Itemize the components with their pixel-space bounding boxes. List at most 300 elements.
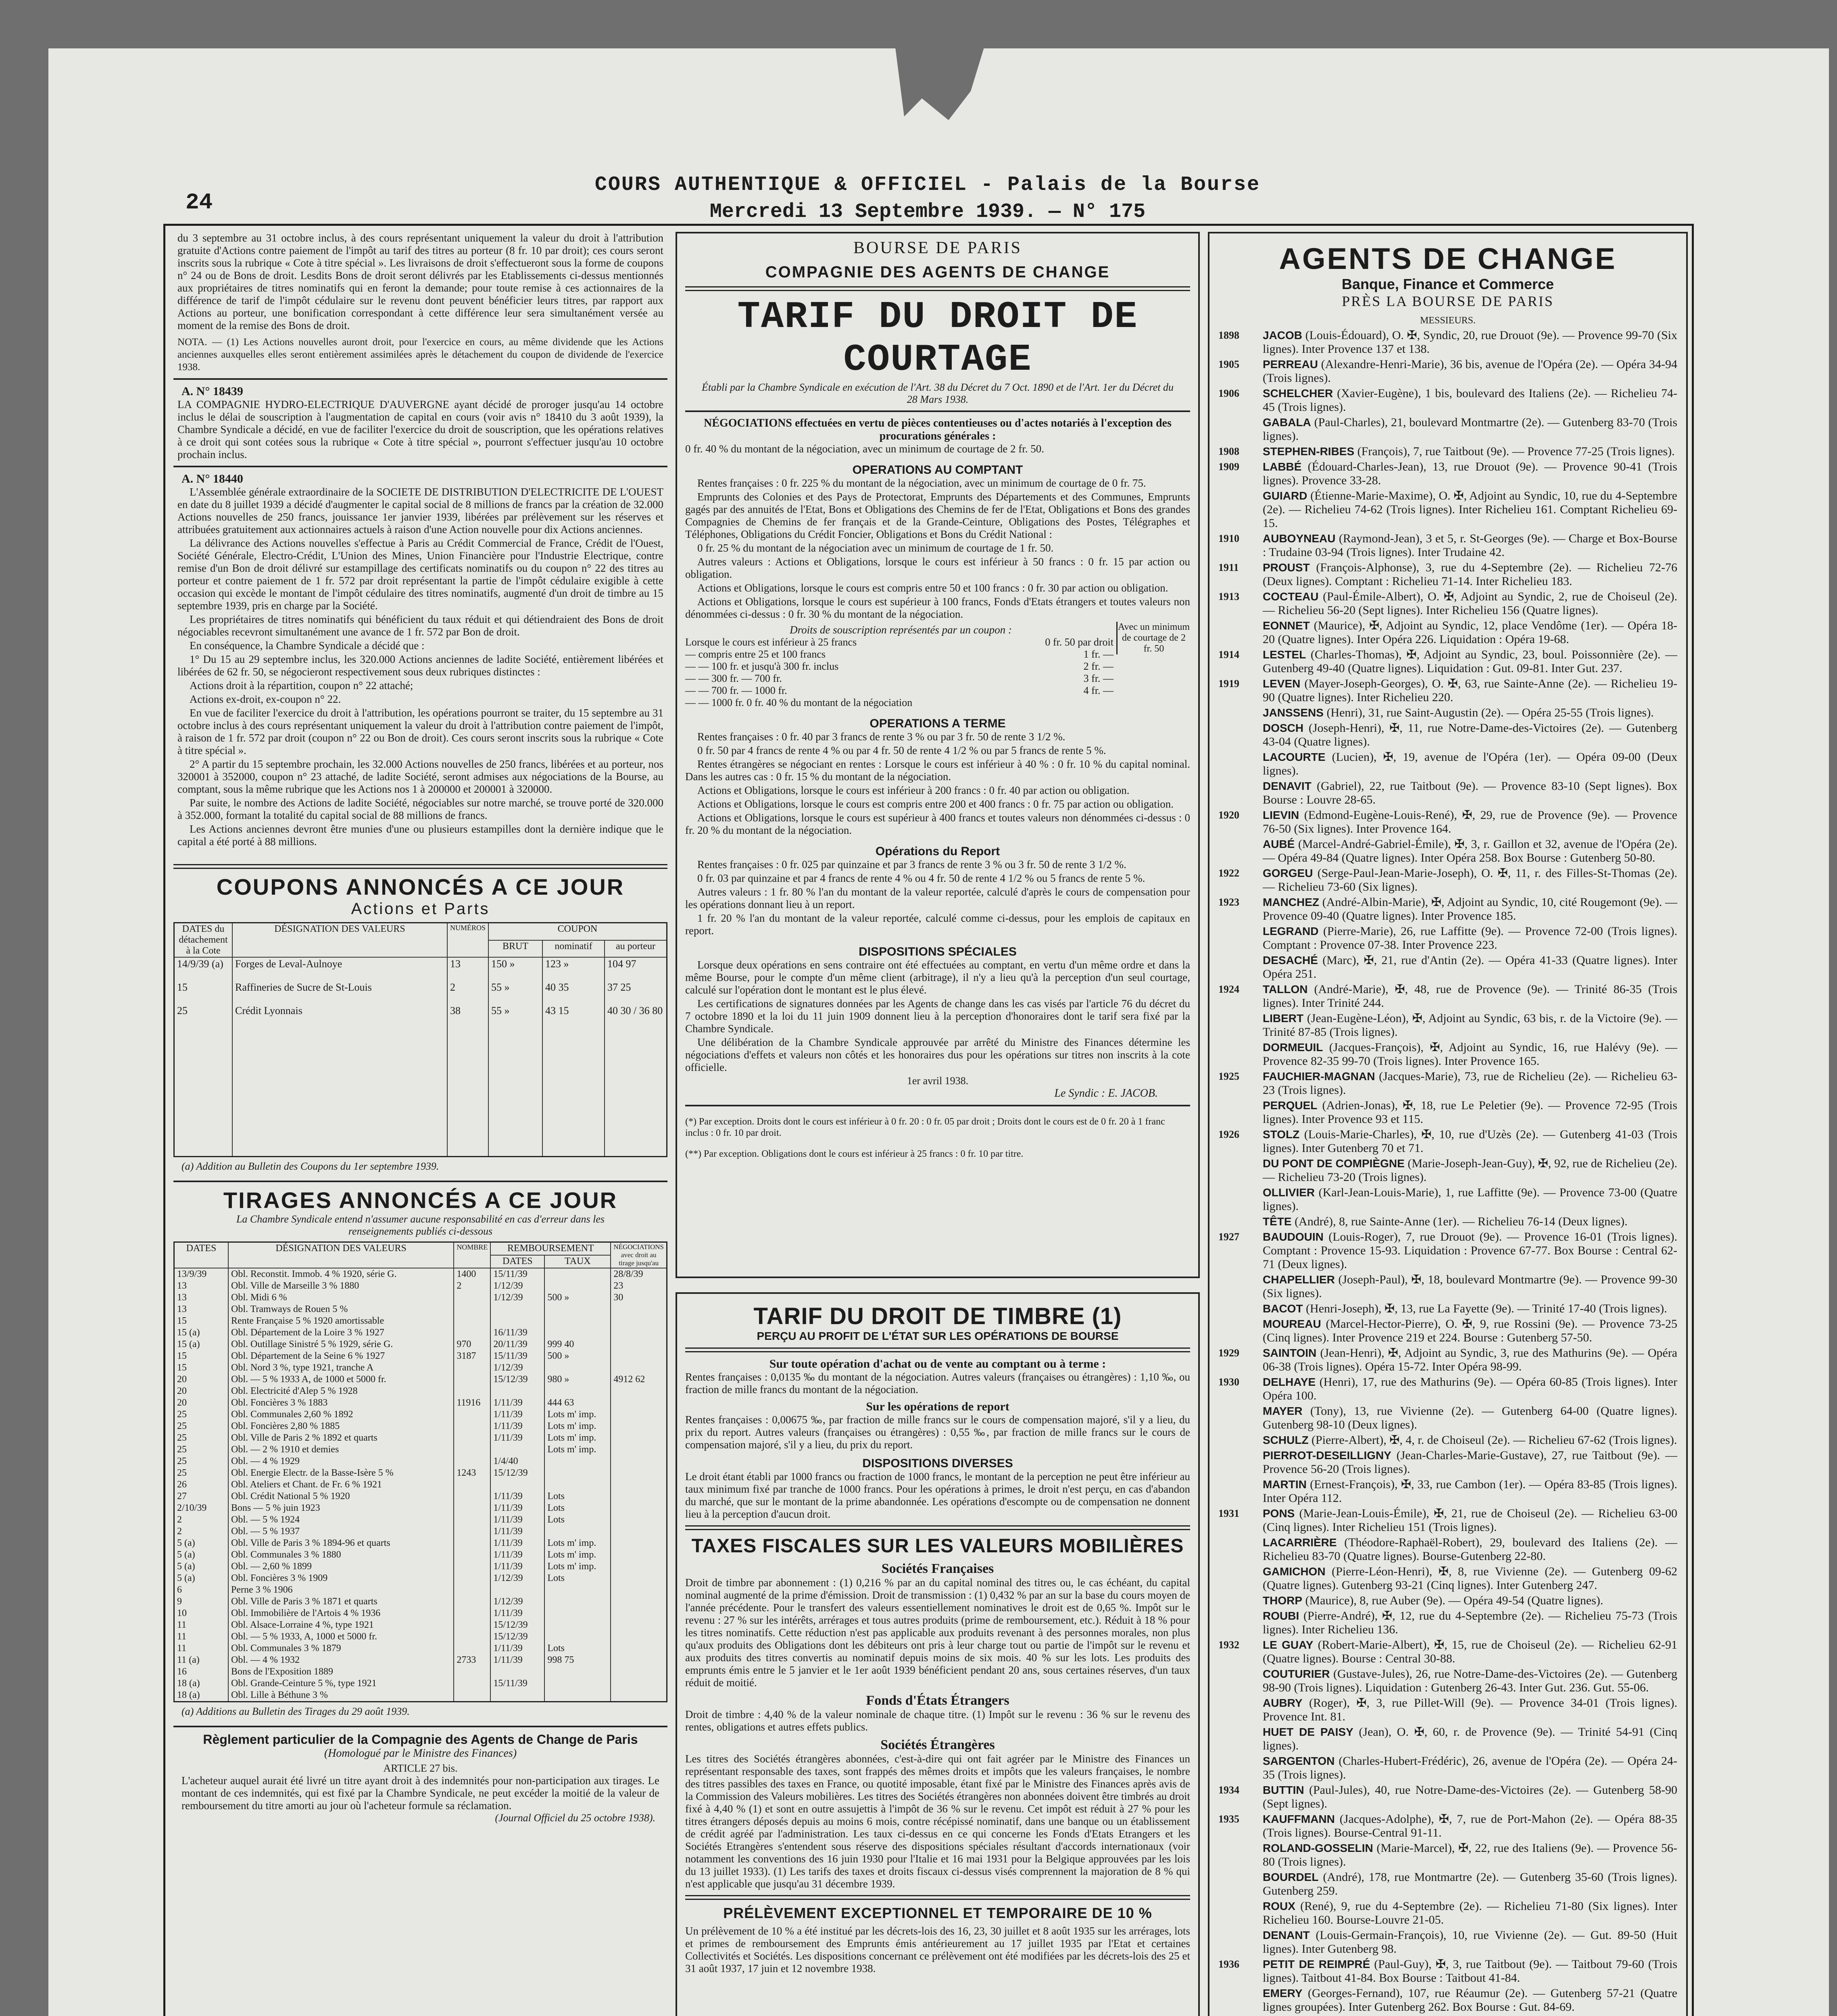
tarif-subtitle: Établi par la Chambre Syndicale en exécution de l'Art. 38 du Décret du 7 Oct. 1890 et de l'Art. 1er du Décret du 28 Mars 1938. [701,381,1174,405]
tirage-row: 25 Obl. Foncières 2,80 % 1885 1/11/39 Lots m' imp. [174,1420,667,1432]
agent-year: 1919 [1218,678,1239,689]
agent-detail: (Jean-Eugène-Léon), ✠, Adjoint au Syndic, 63 bis, r. de la Victoire (9e). — Trinité 87-85 (Trois lignes). [1263,1012,1677,1039]
agent-year: 1905 [1218,358,1239,370]
agent-year [1218,1725,1263,1753]
agent-year: 1924 [1218,983,1239,995]
agent-detail: (Charles-Thomas), ✠, Adjoint au Syndic, 23, boul. Poissonnière (2e). — Gutenberg 49-40 (Quatre lignes). Liquidation : Gut. 09-81. Inter Gut. 237. [1263,648,1677,675]
tirage-row: 18 (a) Obl. Grande-Ceinture 5 %, type 1921 15/11/39 [174,1678,667,1689]
agent-detail: (Jacques-Marie), 73, rue de Richelieu (2e). — Richelieu 63-23 (Trois lignes). [1263,1070,1677,1097]
agent-name: EMERY [1263,1987,1303,1999]
agent-detail: (Adrien-Jonas), ✠, 18, rue Le Peletier (9e). — Provence 72-95 (Trois lignes). Inter Provence 93 et 115. [1263,1099,1677,1126]
agent-name: DESACHÉ [1263,954,1318,966]
agent-entry [1218,532,1677,559]
tirage-row: 13/9/39 Obl. Reconstit. Immob. 4 % 1920, série G. 1400 15/11/39 28/8/39 [174,1268,667,1280]
agent-name: HUET DE PAISY [1263,1726,1353,1738]
agent-year [1218,750,1263,778]
agent-name: BOURDEL [1263,1871,1319,1883]
agents-title: AGENTS DE CHANGE [1279,242,1617,275]
agent-entry [1218,721,1677,749]
syndic-signature: Le Syndic : E. JACOB. [1054,1087,1158,1100]
reglement-source: (Journal Officiel du 25 octobre 1938). [495,1812,655,1824]
agent-detail: (Joseph-Paul), ✠, 18, boulevard Montmartre (9e). — Provence 99-30 (Six lignes). [1263,1273,1677,1300]
agent-entry [1218,896,1677,923]
agent-entry [1218,1725,1677,1753]
agent-name: LESTEL [1263,648,1306,661]
agent-entry [1218,1070,1677,1097]
agent-year: 1932 [1218,1639,1239,1651]
agent-year: 1913 [1218,591,1239,602]
timbre-box [676,1292,1200,2016]
agent-year [1218,416,1263,443]
timbre-text-1: Rentes françaises : 0,0135 ‰ du montant de la négociation. Autres valeurs (françaises ou étrangères) : 1,10 ‰, ou fraction de mille francs du montant de la négociation. [685,1371,1190,1395]
agent-detail: (Gabriel), 22, rue Taitbout (9e). — Provence 83-10 (Sept lignes). Box Bourse : Louvre 28-65. [1263,779,1677,806]
tirage-row: 20 Obl. Foncières 3 % 1883 11916 1/11/39 444 63 [174,1397,667,1409]
soc-fr-text: Droit de timbre par abonnement : (1) 0,216 % par an du capital nominal des titres ou, le cas échéant, du capital nominal augmenté de la prime d'émission. Droit de transmission : (1) 0,432 % par an sur la base du cours moyen de l'année précédente. Pour le transfert des valeurs essentiellement nominatives le droit est de 0,65 %. Impôt sur le revenu : 27 % sur les intérêts, arrérages et tous autres produits (prime de remboursement, etc.). Réduit à 18 % pour les titres nominatifs. Cette réduction n'est pas applicable aux produits revenant à des personnes morales, non plus qu'aux produits des Obligations dont les débiteurs ont pris à leur charge tout ou partie de l'impôt sur le revenu et aux produits des titres convertis au nominatif depuis moins de six mois. 40 % sur les lots. Les produits des emprunts émis entre le 5 janvier et le 1er août 1939 bénéficient pendant 20 ans, sous certaines réserves, d'un taux réduit de moitié. [685,1577,1190,1689]
tarif-title: TARIF DU DROIT DE COURTAGE [737,296,1138,381]
agent-year: 1925 [1218,1070,1239,1082]
agent-year [1218,1215,1263,1229]
agent-entry [1218,1565,1677,1592]
tirage-row: 13 Obl. Midi 6 % 1/12/39 500 » 30 [174,1292,667,1304]
agent-entry [1218,706,1677,720]
coupons-subtitle: Actions et Parts [351,900,490,918]
tirage-row: 27 Obl. Crédit National 5 % 1920 1/11/39 Lots [174,1491,667,1502]
agent-year [1218,1404,1263,1432]
col-tir-designation: DÉSIGNATION DES VALEURS [228,1242,454,1268]
agent-name: BAUDOUIN [1263,1231,1324,1243]
terme-paragraph-5: Actions et Obligations, lorsque le cours est supérieur à 400 francs et toutes valeurs non dénommées ci-dessus : 0 fr. 20 % du montant de la négociation. [685,812,1190,836]
agent-year [1218,1273,1263,1300]
notice-18440-text [173,486,667,848]
agents-list [1218,329,1677,2016]
agents-box [1208,232,1688,2016]
tirage-row: 2 Obl. — 5 % 1937 1/11/39 [174,1526,667,1537]
agent-entry [1218,1841,1677,1869]
reglement-title: Règlement particulier de la Compagnie des Agents de Change de Paris [203,1732,638,1747]
agent-detail: (Louis-Édouard), O. ✠, Syndic, 20, rue Drouot (9e). — Provence 99-70 (Six lignes). Inter Provence 137 et 138. [1263,329,1677,356]
agent-detail: (Karl-Jean-Louis-Marie), 1, rue Laffitte (9e). — Provence 73-00 (Quatre lignes). [1263,1186,1677,1213]
agent-year: 1931 [1218,1508,1239,1519]
agent-year [1218,1841,1263,1869]
droits-row: — — 100 fr. et jusqu'à 300 fr. inclus 2 fr. — [685,660,1113,672]
comptant-paragraph-2: 0 fr. 25 % du montant de la négociation avec un minimum de courtage de 1 fr. 50. [697,542,1054,554]
agent-entry [1218,648,1677,675]
taxes-title: TAXES FISCALES SUR LES VALEURS MOBILIÈRES [691,1535,1184,1557]
agent-name: DOSCH [1263,722,1304,734]
agent-year [1218,1302,1263,1316]
col-numeros: NUMÉROS [447,923,488,958]
nego-title: NÉGOCIATIONS effectuées en vertu de pièces contentieuses ou d'actes notariés à l'exception des procurations générales : [704,417,1172,442]
agent-entry [1218,1987,1677,2014]
notice-18440-paragraph-3: En conséquence, la Chambre Syndicale a décidé que : [190,639,425,652]
timbre-heading-2: Sur les opérations de report [866,1400,1009,1413]
coupons-title: COUPONS ANNONCÉS A CE JOUR [216,874,625,900]
droits-row: — compris entre 25 et 100 francs 1 fr. — [685,648,1113,660]
agent-detail: (Étienne-Marie-Maxime), O. ✠, Adjoint au Syndic, 10, rue du 4-Septembre (2e). — Richelieu 74-62 (Trois lignes). Inter Richelieu 161. Comptant Richelieu 69-15. [1263,489,1677,530]
diverses-text: Le droit étant établi par 1000 francs ou fraction de 1000 francs, le montant de la perception ne peut être inférieur au taux minimum fixé par tranche de 1000 francs. Pour les opérations à primes, le droit n'est perçu, en cas d'abandon du marché, que sur le montant de la prime abandonnée. Les opérations d'escompte ou de compensation ne donnent lieu à la perception d'aucun droit. [685,1470,1190,1520]
agent-entry [1218,1754,1677,1782]
agent-detail: (Robert-Marie-Albert), ✠, 15, rue de Choiseul (2e). — Richelieu 62-91 (Quatre lignes). Bourse : Central 30-88. [1263,1638,1677,1665]
soc-etr-title: Sociétés Étrangères [880,1737,995,1752]
agent-detail: (Théodore-Raphaël-Robert), 29, boulevard des Italiens (2e). — Richelieu 83-70 (Quatre lignes). Bourse-Gutenberg 22-80. [1263,1536,1677,1563]
agent-detail: (Louis-Marie-Charles), ✠, 10, rue d'Uzès (2e). — Gutenberg 41-03 (Trois lignes). Inter Gutenberg 70 et 71. [1263,1128,1677,1155]
agent-year [1218,1754,1263,1782]
report-paragraph-2: Autres valeurs : 1 fr. 80 % l'an du montant de la valeur reportée, calculé d'après le cours de compensation pour les opérations donnant lieu à un report. [685,886,1190,910]
tirage-row: 26 Obl. Ateliers et Chant. de Fr. 6 % 1921 [174,1479,667,1491]
agent-year: 1920 [1218,809,1239,821]
agents-sub1: Banque, Finance et Commerce [1341,276,1554,292]
agent-detail: (René), 9, rue du 4-Septembre (2e). — Richelieu 71-80 (Six lignes). Inter Richelieu 160. Bourse-Louvre 21-05. [1263,1899,1677,1926]
agent-entry [1218,329,1677,356]
agent-entry [1218,1958,1677,1985]
agent-year [1218,1696,1263,1724]
agent-name: JACOB [1263,329,1303,342]
agent-detail: (André-Marie), ✠, 48, rue de Provence (9e). — Trinité 86-35 (Trois lignes). Inter Trinité 244. [1263,983,1677,1010]
tirage-row: 11 Obl. Communales 3 % 1879 1/11/39 Lots [174,1643,667,1654]
agent-name: PERQUEL [1263,1099,1318,1112]
tirage-row: 20 Obl. Electricité d'Alep 5 % 1928 [174,1385,667,1397]
notice-18440-paragraph-1: La délivrance des Actions nouvelles s'effectue à Paris au Crédit Commercial de France, Crédit de l'Ouest, Société Générale, Electro-Crédit, L'Union des Mines, Union Financière pour l'Industrie Electrique, contre remise d'un Bon de droit délivré sur estampillage des certificats nominatifs ou du coupon n° 22 des titres au porteur et contre paiement de 1 fr. 572 par droit représentant la partie de l'impôt cédulaire exigible à cette occasion qui excède le montant de l'impôt cédulaire des titres nominatifs, augmenté d'un droit de timbre au 15 septembre 1939, pris en charge par la Société. [177,537,663,612]
agent-detail: (Marie-Joseph-Jean-Guy), ✠, 92, rue de Richelieu (2e). — Richelieu 73-20 (Trois lignes). [1263,1157,1677,1184]
agent-name: AUBOYNEAU [1263,532,1336,545]
agent-name: ROUX [1263,1900,1295,1912]
agent-detail: (Louis-Roger), 7, rue Drouot (9e). — Provence 16-01 (Trois lignes). Comptant : Provence 15-93. Liquidation : Provence 67-77. Box Bourse : Central 62-71 (Deux lignes). [1263,1230,1677,1271]
agent-year [1218,1609,1263,1637]
tirage-row: 11 Obl. Alsace-Lorraine 4 %, type 1921 15/12/39 [174,1619,667,1631]
terme-paragraph-3: Actions et Obligations, lorsque le cours est inférieur à 200 francs : 0 fr. 40 par action ou obligation. [697,784,1130,796]
agent-name: PERREAU [1263,358,1318,371]
reglement-text: L'acheteur auquel aurait été livré un titre ayant droit à des indemnités pour non-participation aux tirages. Le montant de ces indemnités, qui est fixé par la Chambre Syndicale, ne peut excéder la moitié de la valeur de remboursement du titre amorti au jour où l'acheteur formule sa réclamation. [181,1774,659,1812]
courtage-box [676,232,1200,1278]
agent-year [1218,1667,1263,1695]
agent-detail: (Henri-Joseph), ✠, 13, rue La Fayette (9e). — Trinité 17-40 (Trois lignes). [1303,1302,1667,1315]
agent-name: LIBERT [1263,1012,1304,1025]
agent-entry [1218,677,1677,704]
agent-name: SCHELCHER [1263,387,1333,400]
droits-row: — — 1000 fr. 0 fr. 40 % du montant de la négociation [685,697,913,708]
notice-18440-paragraph-9: Par suite, le nombre des Actions de ladite Société, négociables sur notre marché, se trouve porté de 320.000 à 352.000, formant la totalité du capital social de 88 millions de francs. [177,797,663,821]
notice-18439-number: A. N° 18439 [181,385,243,398]
agent-name: LACARRIÈRE [1263,1536,1337,1549]
middle-column [676,232,1200,2016]
timbre-text-2: Rentes françaises : 0,00675 ‰, par fraction de mille francs sur le cours de compensation majoré, s'il y a lieu, du prix du report. Autres valeurs (françaises ou étrangères) : 0,55 ‰, par fraction de mille francs sur le cours de compensation majoré, s'il y a lieu, du prix du report. [685,1414,1190,1451]
agent-entry [1218,1041,1677,1068]
agent-detail: (Roger), ✠, 3, rue Pillet-Will (9e). — Provence 34-01 (Trois lignes). Provence Int. 81. [1263,1696,1677,1723]
agent-name: COCTEAU [1263,590,1319,603]
agent-detail: (Jean), O. ✠, 60, r. de Provence (9e). — Trinité 54-91 (Cinq lignes). [1263,1725,1677,1752]
terme-paragraph-0: Rentes françaises : 0 fr. 40 par 3 francs de rente 3 % ou par 3 fr. 50 de rente 3 1/2 %. [697,731,1066,743]
agent-name: GABALA [1263,416,1311,429]
agent-entry [1218,1638,1677,1666]
agent-year: 1922 [1218,867,1239,879]
agent-name: AUBRY [1263,1697,1303,1709]
agent-entry [1218,983,1677,1010]
agent-detail: (André), 178, rue Montmartre (2e). — Gutenberg 35-60 (Trois lignes). Gutenberg 259. [1263,1870,1677,1897]
comptant-title: OPERATIONS AU COMPTANT [852,463,1023,477]
agent-detail: (André), 8, rue Sainte-Anne (1er). — Richelieu 76-14 (Deux lignes). [1291,1215,1628,1228]
report-paragraph-3: 1 fr. 20 % l'an du montant de la valeur reportée, calculé comme ci-dessus, pour les emplois de capitaux en report. [685,912,1190,937]
agent-entry [1218,561,1677,588]
agent-detail: (Ernest-François), ✠, 33, rue Cambon (1er). — Opéra 83-85 (Trois lignes). Inter Opéra 112. [1263,1478,1677,1505]
notice-18440-paragraph-0: L'Assemblée générale extraordinaire de la SOCIETE DE DISTRIBUTION D'ELECTRICITE DE L'OUEST en date du 8 juillet 1939 a décidé d'augmenter le capital social de 8 millions de francs par la création de 32.000 Actions nouvelles de 250 francs, jouissance 1er janvier 1939, libérées par prélèvement sur les réserves et attribuées gratuitement aux actionnaires actuels à raison d'une Action nouvelle pour dix Actions anciennes. [177,486,663,535]
agent-name: STEPHEN-RIBES [1263,445,1355,458]
tirage-row: 15 Obl. Département de la Seine 6 % 1927 3187 15/11/39 500 » [174,1350,667,1362]
tirage-row: 5 (a) Obl. Ville de Paris 3 % 1894-96 et quarts 1/11/39 Lots m' imp. [174,1537,667,1549]
agent-detail: (Alexandre-Henri-Marie), 36 bis, avenue de l'Opéra (2e). — Opéra 34-94 (Trois lignes). [1263,358,1677,385]
comptant-paragraph-0: Rentes françaises : 0 fr. 225 % du montant de la négociation, avec un minimum de courtage de 0 fr. 75. [697,477,1146,489]
header-title: COURS AUTHENTIQUE & OFFICIEL - Palais de la Bourse [594,173,1261,196]
agent-detail: (Serge-Paul-Jean-Marie-Joseph), O. ✠, 11, r. des Filles-St-Thomas (2e). — Richelieu 73-60 (Six lignes). [1263,866,1677,893]
tirage-row: 2/10/39 Bons — 5 % juin 1923 1/11/39 Lots [174,1502,667,1514]
courtage-footnotes [685,1116,1190,1160]
soc-fr-title: Sociétés Françaises [881,1561,994,1576]
agent-year: 1911 [1218,562,1239,573]
agent-year [1218,489,1263,530]
comptant-paragraph-4: Actions et Obligations, lorsque le cours est compris entre 50 et 100 francs : 0 fr. 30 par action ou obligation. [697,582,1168,594]
agent-entry [1218,460,1677,487]
agent-year [1218,1478,1263,1505]
agent-entry [1218,1594,1677,1608]
agent-entry [1218,1186,1677,1213]
agent-name: TALLON [1263,983,1308,996]
agent-entry [1218,866,1677,894]
left-column [173,232,667,2016]
agent-detail: (Maurice), ✠, Adjoint au Syndic, 12, place Vendôme (1er). — Opéra 18-20 (Quatre lignes). Inter Opéra 226. Liquidation : Opéra 19-68. [1263,619,1677,646]
notice-18440-paragraph-7: En vue de faciliter l'exercice du droit à l'attribution, les opérations pourront se traiter, du 15 septembre au 31 octobre inclus à des cours représentant uniquement la valeur du droit à l'attribution contre paiement de l'impôt, à raison de 1 fr. 572 par droit (coupon n° 22 ou Bon de droit). Ces cours seront inscrits sous la rubrique « Cote à titre spécial ». [177,707,663,756]
disp-title: DISPOSITIONS SPÉCIALES [859,945,1017,958]
agent-name: GORGEU [1263,867,1313,879]
report-title: Opérations du Report [875,845,1000,858]
agent-name: ROUBI [1263,1610,1299,1622]
agent-entry [1218,1346,1677,1374]
agent-entry [1218,808,1677,836]
disp-date: 1er avril 1938. [907,1075,969,1087]
agent-name: MOUREAU [1263,1318,1321,1330]
agent-detail: (Édouard-Charles-Jean), 13, rue Drouot (9e). — Provence 90-41 (Trois lignes). Provence 33-28. [1263,460,1677,487]
agent-entry [1218,1929,1677,1956]
tirage-row: 11 (a) Obl. — 4 % 1932 2733 1/11/39 998 75 [174,1654,667,1666]
agent-year: 1908 [1218,446,1239,457]
coupon-row: 14/9/39 (a) Forges de Leval-Aulnoye 13 150 » 123 » 104 97 [174,957,667,981]
agent-name: PETIT DE REIMPRÉ [1263,1958,1370,1970]
timbre-title: TARIF DU DROIT DE TIMBRE (1) [753,1303,1122,1329]
tirage-row: 15 Obl. Nord 3 %, type 1921, tranche A 1/12/39 [174,1362,667,1374]
agent-detail: (Marcel-André-Gabriel-Émile), ✠, 3, r. Gaillon et 32, avenue de l'Opéra (2e). — Opéra 49-84 (Quatre lignes). Inter Opéra 258. Box Bourse : Gutenberg 50-80. [1263,837,1677,864]
agent-detail: (Marcel-Hector-Pierre), O. ✠, 9, rue Rossini (9e). — Provence 73-25 (Cinq lignes). Inter Provence 219 et 224. Bourse : Gutenberg 57-50. [1263,1317,1677,1344]
tirage-row: 25 Obl. Energie Electr. de la Basse-Isère 5 % 1243 15/12/39 [174,1467,667,1479]
agent-name: MARTIN [1263,1478,1307,1491]
agent-detail: (Marie-Marcel), ✠, 22, rue des Italiens (9e). — Provence 56-80 (Trois lignes). [1263,1841,1677,1868]
comptant-paragraph-5: Actions et Obligations, lorsque le cours est supérieur à 100 francs, Fonds d'Etats étrangers et toutes valeurs non dénommées ci-dessus : 0 fr. 30 % du montant de la négociation. [685,596,1190,620]
terme-title: OPERATIONS A TERME [869,717,1006,730]
agent-detail: (François-Alphonse), 3, rue du 4-Septembre (2e). — Richelieu 72-76 (Deux lignes). Comptant : Richelieu 71-14. Inter Richelieu 183. [1263,561,1677,588]
prelevement-title: PRÉLÈVEMENT EXCEPTIONNEL ET TEMPORAIRE DE 10 % [723,1905,1152,1921]
agent-year: 1936 [1218,1958,1239,1970]
agent-detail: (Tony), 13, rue Vivienne (2e). — Gutenberg 64-00 (Quatre lignes). Gutenberg 98-10 (Deux lignes). [1263,1404,1677,1431]
notice-18440-paragraph-8: 2° A partir du 15 septembre prochain, les 32.000 Actions nouvelles de 250 francs, libérées et au porteur, nos 320001 à 352000, coupon n° 23 attaché, de ladite Société, seront admises aux négociations de la Bourse, au comptant, sous la même rubrique que les Actions nos 1 à 200000 et 200001 à 320000. [177,758,663,795]
notice-18440-paragraph-4: 1° Du 15 au 29 septembre inclus, les 320.000 Actions anciennes de ladite Société, entièrement libérées et libérées de 62 fr. 50, se négocieront respectivement sous deux rubriques distinctes : [177,653,663,678]
agent-detail: (Jacques-Adolphe), ✠, 7, rue de Port-Mahon (2e). — Opéra 88-35 (Trois lignes). Bourse-Central 91-11. [1263,1812,1677,1839]
page-header [524,173,1331,223]
timbre-subtitle: PERÇU AU PROFIT DE L'ÉTAT SUR LES OPÉRATIONS DE BOURSE [757,1330,1119,1342]
tirage-row: 25 Obl. Communales 2,60 % 1892 1/11/39 Lots m' imp. [174,1409,667,1420]
agent-entry [1218,1667,1677,1695]
tirages-subtitle: La Chambre Syndicale entend n'assumer aucune responsabilité en cas d'erreur dans les renseignements publiés ci-dessous [236,1213,605,1237]
tirage-row: 6 Perne 3 % 1906 [174,1584,667,1596]
col-coupon: COUPON [488,923,667,940]
agent-year [1218,1929,1263,1956]
agent-year: 1926 [1218,1129,1239,1140]
tirage-row: 11 Obl. — 5 % 1933, A, 1000 et 5000 fr. 15/12/39 [174,1631,667,1643]
agent-name: GUIARD [1263,489,1307,502]
agent-entry [1218,1783,1677,1811]
fonds-title: Fonds d'États Étrangers [866,1693,1009,1708]
agent-entry [1218,1128,1677,1155]
agent-entry [1218,1870,1677,1898]
diverses-title: DISPOSITIONS DIVERSES [862,1457,1013,1470]
agent-name: SARGENTON [1263,1755,1335,1767]
agent-year [1218,1987,1263,2014]
comptant-text [685,477,1190,621]
agent-year [1218,706,1263,720]
agent-year [1218,1012,1263,1039]
agent-name: DORMEUIL [1263,1041,1323,1054]
tirage-row: 20 Obl. — 5 % 1933 A, de 1000 et 5000 fr. 15/12/39 980 » 4912 62 [174,1374,667,1385]
col-tir-nego: NÉGOCIATIONS avec droit au tirage jusqu'au [611,1242,667,1268]
agent-year: 1910 [1218,533,1239,544]
agent-year: 1929 [1218,1347,1239,1359]
agent-detail: (Charles-Hubert-Frédéric), 26, avenue de l'Opéra (2e). — Opéra 24-35 (Trois lignes). [1263,1754,1677,1781]
agent-name: DELHAYE [1263,1376,1316,1388]
agent-detail: (Pierre-André), ✠, 12, rue du 4-Septembre (2e). — Richelieu 75-73 (Trois lignes). Inter Richelieu 136. [1263,1609,1677,1636]
disp-paragraph-2: Une délibération de la Chambre Syndicale approuvée par arrêté du Ministre des Finances détermine les négociations d'effets et valeurs non côtés et les honoraires dus pour les opérations sur titres non inscrits à la cote officielle. [685,1036,1190,1073]
col-tir-nombre: NOMBRE [454,1242,490,1268]
agent-name: LEGRAND [1263,925,1319,937]
agent-year [1218,1157,1263,1184]
agent-detail: (Paul-Guy), ✠, 3, rue Taitbout (9e). — Taitbout 79-60 (Trois lignes). Taitbout 41-84. Box Bourse : Taitbout 41-84. [1263,1958,1677,1985]
agent-entry [1218,954,1677,981]
agent-detail: (Mayer-Joseph-Georges), O. ✠, 63, rue Sainte-Anne (2e). — Richelieu 19-90 (Quatre lignes). Inter Richelieu 220. [1263,677,1677,704]
notice-18439-text: LA COMPAGNIE HYDRO-ELECTRIQUE D'AUVERGNE ayant décidé de proroger jusqu'au 14 octobre inclus le délai de souscription à l'augmentation de capital en cours (voir avis n° 18410 du 3 août 1939), la Chambre Syndicale a décidé, en vue de faciliter l'exercice du droit de souscription, que les opérations relatives à ce droit qui sont cotées sous la rubrique « Cote à titre spécial », pourront s'effectuer jusqu'au 10 octobre prochain inclus. [177,398,663,460]
report-text [685,858,1190,937]
agent-year [1218,721,1263,749]
agent-entry [1218,1012,1677,1039]
agent-name: LE GUAY [1263,1639,1314,1651]
agent-name: PONS [1263,1507,1295,1520]
tirages-note: (a) Additions au Bulletin des Tirages du 29 août 1939. [181,1706,410,1717]
agent-year [1218,1099,1263,1126]
tirage-row: 5 (a) Obl. Communales 3 % 1880 1/11/39 Lots m' imp. [174,1549,667,1561]
agent-name: SCHULZ [1263,1434,1309,1446]
agent-name: AUBÉ [1263,838,1295,850]
agent-year [1218,1317,1263,1345]
coupons-table [173,922,667,1157]
agent-detail: (Marie-Jean-Louis-Émile), ✠, 21, rue de Choiseul (2e). — Richelieu 63-00 (Cinq lignes). Inter Richelieu 151 (Trois lignes). [1263,1507,1677,1534]
agent-name: ROLAND-GOSSELIN [1263,1842,1373,1854]
terme-text [685,731,1190,837]
agent-year [1218,779,1263,807]
footnote-1: (**) Par exception. Obligations dont le cours est inférieur à 25 francs : 0 fr. 10 par titre. [685,1149,1024,1159]
agent-entry [1218,1478,1677,1505]
report-paragraph-0: Rentes françaises : 0 fr. 025 par quinzaine et par 3 francs de rente 3 % ou 3 fr. 50 de rente 3 1/2 %. [697,858,1126,871]
tirage-row: 13 Obl. Tramways de Rouen 5 % [174,1304,667,1315]
agent-year [1218,1899,1263,1927]
nego-text: 0 fr. 40 % du montant de la négociation, avec un minimum de courtage de 2 fr. 50. [685,443,1045,455]
agent-entry [1218,1215,1677,1229]
notice-18440-number: A. N° 18440 [181,472,243,485]
agent-entry [1218,358,1677,385]
notice-18440-paragraph-10: Les Actions anciennes devront être munies d'une ou plusieurs estampilles dont la dernière indique que le capital a été porté à 88 millions. [177,823,663,848]
agent-entry [1218,837,1677,865]
tirage-row: 5 (a) Obl. Foncières 3 % 1909 1/12/39 Lots [174,1572,667,1584]
compagnie-heading: COMPAGNIE DES AGENTS DE CHANGE [765,263,1110,281]
agent-year [1218,837,1263,865]
disp-paragraph-0: Lorsque deux opérations en sens contraire ont été effectuées au comptant, en vertu d'un même ordre et dans la même Bourse, pour le compte d'un même client (arbitrage), il n'y a lieu qu'à la perception d'un seul courtage, calculé sur l'opération dont le montant est le plus élevé. [685,959,1190,996]
tirages-title: TIRAGES ANNONCÉS A CE JOUR [223,1187,618,1213]
tirage-row: 10 Obl. Immobilière de l'Artois 4 % 1936 1/11/39 [174,1608,667,1619]
col-dates: DATES du détachement à la Cote [174,923,233,958]
col-tir-taux: TAUX [544,1255,611,1268]
agent-year: 1930 [1218,1376,1239,1388]
agent-name: PROUST [1263,561,1310,574]
droits-row: — — 300 fr. — 700 fr. 3 fr. — [685,673,1113,684]
tirage-row: 25 Obl. Ville de Paris 2 % 1892 et quarts 1/11/39 Lots m' imp. [174,1432,667,1444]
agent-year [1218,1041,1263,1068]
coupons-note: (a) Addition au Bulletin des Coupons du 1er septembre 1939. [181,1160,439,1172]
agent-name: CHAPELLIER [1263,1273,1335,1286]
soc-etr-text: Les titres des Sociétés étrangères abonnées, c'est-à-dire qui ont fait agréer par le Ministre des Finances un représentant responsable des taxes, sont frappés des mêmes droits et impôts que les valeurs françaises, le nombre des titres passibles des taxes en France, ou quotité imposable, étant fixé par le Ministre des Finances après avis de la Commission des Valeurs mobilières. Les titres des Sociétés étrangères non abonnées doivent être timbrés au droit fixé à 4,40 % (1) et sont en outre assujettis à l'impôt de 36 % sur le revenu. Cet impôt est réduit à 27 % pour les titres étrangers déposés depuis au moins 6 mois, contre récépissé nominatif, dans une banque ou un établissement de crédit agréé par l'administration. Les taux ci-dessus en ce qui concerne les Fonds d'Etats Etrangers et les Sociétés Etrangères s'entendent sous réserve des dispositions spéciales résultant d'accords internationaux (voir notamment les conventions des 16 juin 1930 pour l'Italie et 16 mai 1931 pour la Belgique approuvées par les lois du 13 juillet 1933). (1) Les tarifs des taxes et droits fiscaux ci-dessus visés comprennent la majoration de 8 % qui n'est applicable que jusqu'au 31 décembre 1939. [685,1753,1190,1890]
agent-year: 1906 [1218,387,1239,399]
comptant-paragraph-1: Emprunts des Colonies et des Pays de Protectorat, Emprunts des Départements et des Communes, Emprunts gagés par des annuités de l'Etat, Bons et Obligations des Chemins de fer de l'Etat, Obligations et Bons des grandes Compagnies de Chemins de fer français et de la Grande-Ceinture, Obligations des Postes, Télégraphes et Téléphones, Obligations du Crédit Foncier, Obligations et Bons du Crédit National : [685,491,1190,540]
agent-year [1218,925,1263,952]
agent-name: MAYER [1263,1405,1303,1417]
reglement-sub: (Homologué par le Ministre des Finances) [324,1747,517,1760]
agent-name: MANCHEZ [1263,896,1319,908]
agent-entry [1218,1157,1677,1184]
agent-entry [1218,445,1677,458]
tirage-row: 15 (a) Obl. Outillage Sinistré 5 % 1929, série G. 970 20/11/39 999 40 [174,1339,667,1350]
tirage-row: 2 Obl. — 5 % 1924 1/11/39 Lots [174,1514,667,1526]
agent-detail: (Henri), 31, rue Saint-Augustin (2e). — Opéra 25-55 (Trois lignes). [1323,706,1654,719]
report-paragraph-1: 0 fr. 03 par quinzaine et par 4 francs de rente 4 % ou 4 fr. 50 de rente 4 1/2 % ou 5 francs de rente 5 %. [697,872,1145,884]
agent-year [1218,1870,1263,1898]
droits-list [685,636,1190,709]
agent-name: STOLZ [1263,1128,1300,1141]
agent-entry [1218,779,1677,807]
col-brut: BRUT [488,940,542,957]
agent-detail: (Pierre-Marie), 26, rue Laffitte (9e). — Provence 72-00 (Trois lignes). Comptant : Provence 07-38. Inter Provence 223. [1263,925,1677,952]
agent-detail: (Maurice), 8, rue Auber (9e). — Opéra 49-54 (Quatre lignes). [1302,1594,1603,1607]
agent-name: BACOT [1263,1302,1303,1315]
agent-entry [1218,1273,1677,1300]
agent-detail: (Paul-Charles), 21, boulevard Montmartre (2e). — Gutenberg 83-70 (Trois lignes). [1263,416,1677,443]
agent-detail: (Paul-Émile-Albert), O. ✠, Adjoint au Syndic, 2, rue de Choiseul (2e). — Richelieu 56-20 (Sept lignes). Inter Richelieu 156 (Quatre lignes). [1263,590,1677,617]
messieurs-label: MESSIEURS. [1420,315,1476,326]
tirage-row: 25 Obl. — 2 % 1910 et demies Lots m' imp. [174,1444,667,1456]
agent-entry [1218,1609,1677,1637]
agent-year [1218,1536,1263,1563]
agent-detail: (Raymond-Jean), 3 et 5, r. St-Georges (9e). — Charge et Box-Bourse : Trudaine 03-94 (Trois lignes). Inter Trudaine 42. [1263,532,1677,559]
agent-name: PIERROT-DESEILLIGNY [1263,1449,1391,1462]
agent-entry [1218,1302,1677,1316]
agent-name: OLLIVIER [1263,1186,1315,1199]
agent-year: 1927 [1218,1231,1239,1243]
agent-entry [1218,1230,1677,1271]
agent-detail: (Paul-Jules), 40, rue Notre-Dame-des-Victoires (2e). — Gutenberg 58-90 (Sept lignes). [1263,1783,1677,1810]
agent-entry [1218,1507,1677,1534]
agent-name: THORP [1263,1594,1302,1607]
terme-paragraph-2: Rentes étrangères se négociant en rentes : Lorsque le cours est inférieur à 40 % : 0 fr. 10 % du capital nominal. Dans les autres cas : 0 fr. 15 % du montant de la négociation. [685,758,1190,783]
